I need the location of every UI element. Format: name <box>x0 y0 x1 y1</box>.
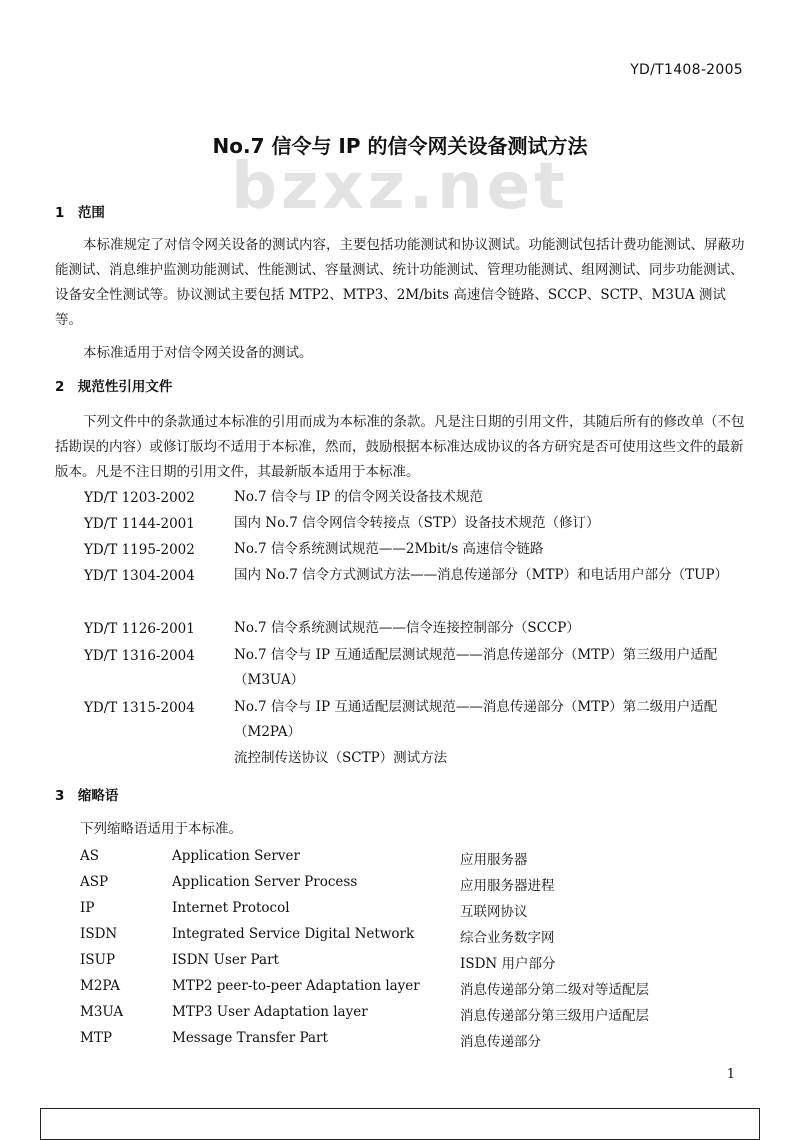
section-3-heading: 3 缩略语 <box>55 788 119 804</box>
document-title: No.7 信令与 IP 的信令网关设备测试方法 <box>212 134 588 158</box>
reference-code: YD/T 1195-2002 <box>84 542 195 558</box>
abbreviation-chinese: 消息传递部分第二级对等适配层 <box>460 982 649 998</box>
abbreviation-english: Application Server Process <box>172 874 358 890</box>
abbreviation: AS <box>80 848 99 864</box>
abbreviation: ASP <box>80 874 109 890</box>
reference-code: YD/T 1126-2001 <box>84 621 195 637</box>
reference-title: 流控制传送协议（SCTP）测试方法 <box>234 750 448 766</box>
section-2-paragraph: 下列文件中的条款通过本标准的引用而成为本标准的条款。凡是注日期的引用文件，其随后所有的修改单（不包括勘误的内容）或修订版均不适用于本标准，然而，鼓励根据本标准达成协议的各方研究是否可使用这些文件的最新版本。凡是不注日期的引用文件，其最新版本适用于本标准。 <box>55 414 745 480</box>
reference-code: YD/T 1304-2004 <box>84 568 195 584</box>
abbreviation-english: Integrated Service Digital Network <box>172 926 415 942</box>
reference-title: No.7 信令与 IP 互通适配层测试规范——消息传递部分（MTP）第三级用户适配（M3UA） <box>234 647 718 688</box>
abbreviation-english: ISDN User Part <box>172 952 279 968</box>
abbreviation-chinese: 综合业务数字网 <box>460 930 555 946</box>
abbreviation-chinese: 消息传递部分 <box>460 1034 541 1050</box>
abbreviation-english: Application Server <box>172 848 300 864</box>
reference-title: No.7 信令系统测试规范——信令连接控制部分（SCCP） <box>234 620 580 636</box>
abbreviation: IP <box>80 900 95 916</box>
reference-title: No.7 信令与 IP 互通适配层测试规范——消息传递部分（MTP）第二级用户适配（M2PA） <box>234 699 718 740</box>
section-1-heading: 1 范围 <box>55 205 105 221</box>
abbreviation-chinese: 应用服务器进程 <box>460 878 555 894</box>
abbreviation-chinese: 消息传递部分第三级用户适配层 <box>460 1008 649 1024</box>
abbreviation-english: MTP3 User Adaptation layer <box>172 1004 368 1020</box>
abbreviation-english: MTP2 peer-to-peer Adaptation layer <box>172 978 420 994</box>
abbreviation-chinese: 应用服务器 <box>460 852 528 868</box>
abbreviation-english: Internet Protocol <box>172 900 290 916</box>
bottom-frame-border <box>40 1108 760 1140</box>
abbreviation-english: Message Transfer Part <box>172 1030 328 1046</box>
abbreviation: M3UA <box>80 1004 124 1020</box>
section-1-scope-sentence: 本标准适用于对信令网关设备的测试。 <box>83 345 313 361</box>
section-1-paragraph: 本标准规定了对信令网关设备的测试内容，主要包括功能测试和协议测试。功能测试包括计费功能测试、屏蔽功能测试、消息维护监测功能测试、性能测试、容量测试、统计功能测试、管理功能测试、组网测试、同步功能测试、设备安全性测试等。协议测试主要包括 MTP2、MTP3、2M/bits 高速信令链路、SCCP、SCTP、M3UA 测试等。 <box>55 237 745 328</box>
reference-code: YD/T 1203-2002 <box>84 490 195 506</box>
watermark: bzxz.net <box>231 150 569 224</box>
reference-title: 国内 No.7 信令网信令转接点（STP）设备技术规范（修订） <box>234 515 600 531</box>
abbreviation: ISDN <box>80 926 118 942</box>
reference-code: YD/T 1144-2001 <box>84 516 195 532</box>
section-3-intro: 下列缩略语适用于本标准。 <box>80 821 242 837</box>
abbreviation: ISUP <box>80 952 116 968</box>
abbreviation-chinese: 互联网协议 <box>460 904 528 920</box>
abbreviation-chinese: ISDN 用户部分 <box>460 956 556 972</box>
standard-code: YD/T1408-2005 <box>630 62 743 78</box>
reference-code: YD/T 1315-2004 <box>84 700 195 716</box>
reference-code: YD/T 1316-2004 <box>84 648 195 664</box>
section-2-heading: 2 规范性引用文件 <box>55 379 173 395</box>
reference-title: 国内 No.7 信令方式测试方法——消息传递部分（MTP）和电话用户部分（TUP） <box>234 567 729 583</box>
reference-title: No.7 信令与 IP 的信令网关设备技术规范 <box>234 489 483 505</box>
reference-title: No.7 信令系统测试规范——2Mbit/s 高速信令链路 <box>234 541 544 557</box>
page-number: 1 <box>726 1067 735 1082</box>
abbreviation: M2PA <box>80 978 121 994</box>
abbreviation: MTP <box>80 1030 112 1046</box>
